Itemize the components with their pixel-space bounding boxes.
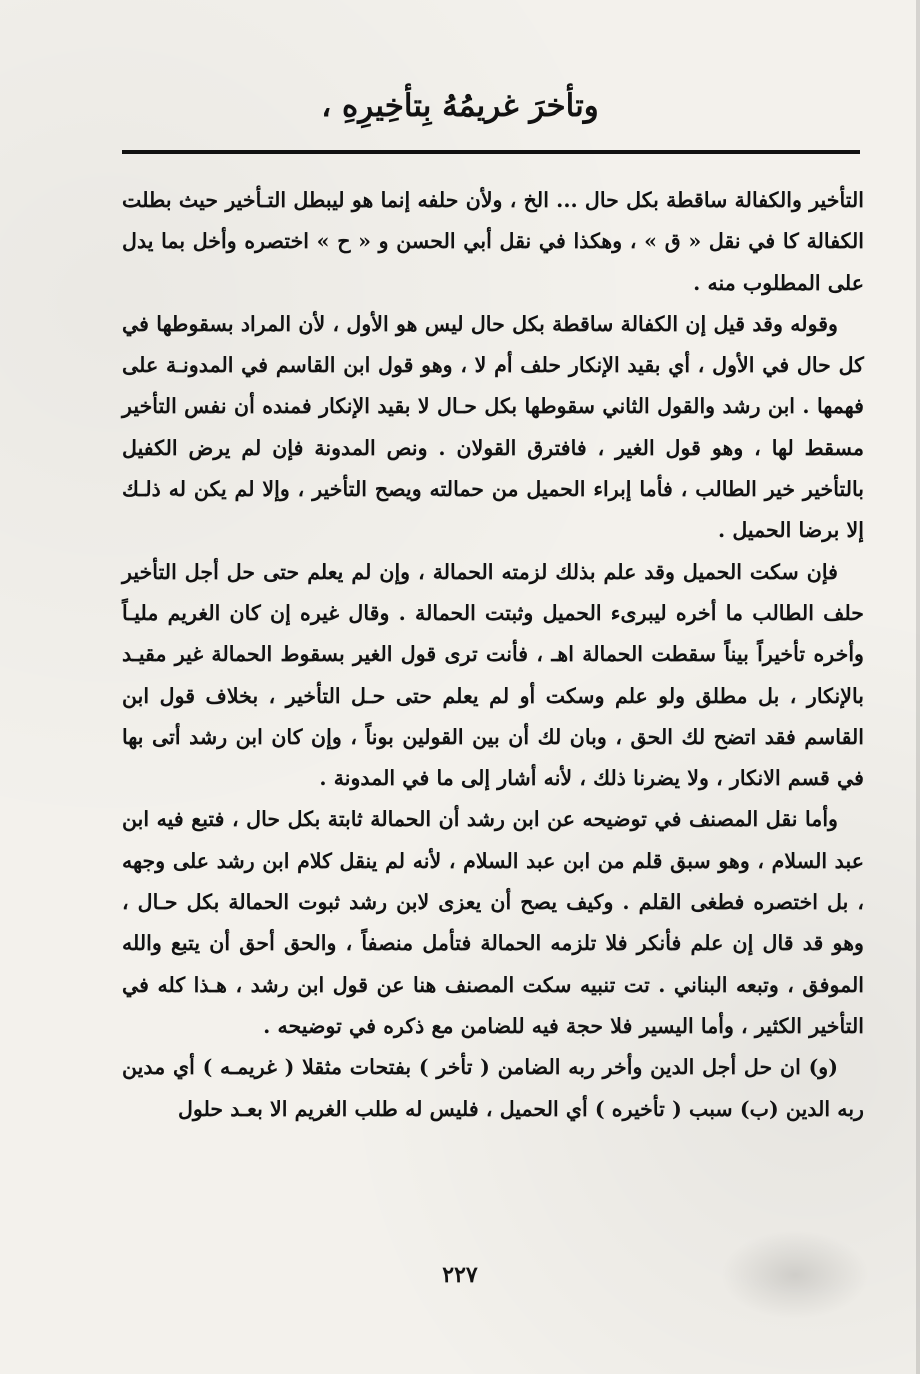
header-divider bbox=[122, 150, 860, 154]
paragraph: وأما نقل المصنف في توضيحه عن ابن رشد أن الحمالة ثابتة بكل حال ، فتبع فيه ابن عبد السلام ، وهو سبق قلم من ابن عبد السلام ، لأنه لم ينقل كلام ابن رشد على وجهه ، بل اختصره فطغى القلم . وكيف يصح أن يعزى لابن رشد ثبوت الحمالة بكل حـال ، وهو قد قال إن علم فأنكر فلا تلزمه الحمالة فتأمل منصفاً ، والحق أحق أن يتبع والله الموفق ، وتبعه البناني . تت تنبيه سكت المصنف هنا عن قول ابن رشد ، هـذا كله في التأخير الكثير ، وأما اليسير فلا حجة فيه للضامن مع ذكره في توضيحه . bbox=[122, 807, 864, 1038]
page-header-title: وتأخرَ غريمُهُ بِتأخِيرِهِ ، bbox=[321, 88, 599, 124]
scan-edge bbox=[916, 0, 920, 1374]
body-text bbox=[122, 180, 864, 1130]
paragraph: التأخير والكفالة ساقطة بكل حال ... الخ ، ولأن حلفه إنما هو ليبطل التـأخير حيث بطلت الكفالة كا في نقل « ق » ، وهكذا في نقل أبي الحسن و « ح » اختصره وأخل بما يدل على المطلوب منه . bbox=[122, 188, 864, 295]
paragraph: وقوله وقد قيل إن الكفالة ساقطة بكل حال ليس هو الأول ، لأن المراد بسقوطها في كل حال في الأول ، أي بقيد الإنكار حلف أم لا ، وهو قول ابن القاسم في المدونـة على فهمها . ابن رشد والقول الثاني سقوطها بكل حـال لا بقيد الإنكار فمنده أن نفس التأخير مسقط لها ، وهو قول الغير ، فافترق القولان . ونص المدونة فإن لم يرض الكفيل بالتأخير خير الطالب ، فأما إبراء الحميل من حمالته ويصح التأخير ، وإلا لم يكن له ذلـك إلا برضا الحميل . bbox=[122, 311, 864, 543]
page-number: ٢٢٧ bbox=[442, 1262, 478, 1288]
paragraph: (و) ان حل أجل الدين وأخر ربه الضامن ( تأخر ) بفتحات مثقلا ( غريمـه ) أي مدين ربه الدين (ب) سبب ( تأخيره ) أي الحميل ، فليس له طلب الغريم الا بعـد حلول bbox=[122, 1055, 864, 1121]
paragraph: فإن سكت الحميل وقد علم بذلك لزمته الحمالة ، وإن لم يعلم حتى حل أجل التأخير حلف الطالب ما أخره ليبرىء الحميل وثبتت الحمالة . وقال غيره إن كان الغريم مليـاً وأخره تأخيراً بيناً سقطت الحمالة اهـ ، فأنت ترى قول الغير بسقوط الحمالة غير مقيـد بالإنكار ، بل مطلق ولو علم وسكت أو لم يعلم حتى حـل التأخير ، بخلاف قول ابن القاسم فقد اتضح لك الحق ، وبان لك أن بين القولين بوناً ، وإن كان ابن رشد أتى بها في قسم الانكار ، ولا يضرنا ذلك ، لأنه أشار إلى ما في المدونة . bbox=[122, 559, 864, 791]
scan-smudge bbox=[720, 1230, 870, 1320]
